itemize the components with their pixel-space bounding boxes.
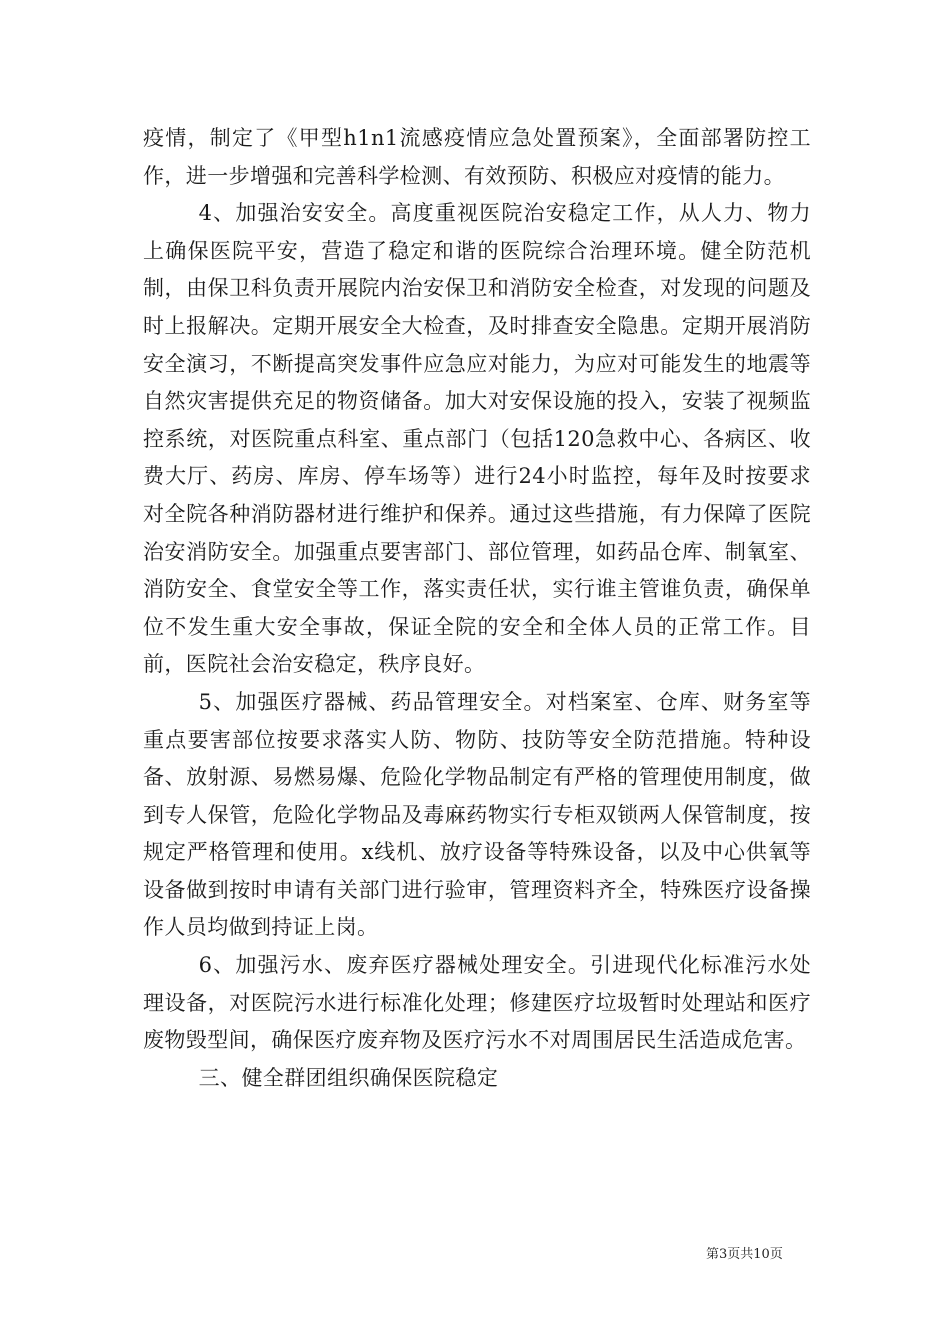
paragraph-continuation: 疫情，制定了《甲型h1n1流感疫情应急处置预案》，全面部署防控工作，进一步增强和完善科学检测、有效预防、积极应对疫情的能力。	[143, 126, 811, 188]
paragraph-security: 4、加强治安安全。高度重视医院治安稳定工作，从人力、物力上确保医院平安，营造了稳定和谐的医院综合治理环境。健全防范机制，由保卫科负责开展院内治安保卫和消防安全检查，对发现的问题及时上报解决。定期开展安全大检查，及时排查安全隐患。定期开展消防安全演习，不断提高突发事件应急应对能力，为应对可能发生的地震等自然灾害提供充足的物资储备。加大对安保设施的投入，安装了视频监控系统，对医院重点科室、重点部门（包括120急救中心、各病区、收费大厅、药房、库房、停车场等）进行24小时监控，每年及时按要求对全院各种消防器材进行维护和保养。通过这些措施，有力保障了医院治安消防安全。加强重点要害部门、部位管理，如药品仓库、制氧室、消防安全、食堂安全等工作，落实责任状，实行谁主管谁负责，确保单位不发生重大安全事故，保证全院的安全和全体人员的正常工作。目前，医院社会治安稳定，秩序良好。	[143, 201, 811, 677]
paragraph-medical-equipment: 5、加强医疗器械、药品管理安全。对档案室、仓库、财务室等重点要害部位按要求落实人防、物防、技防等安全防范措施。特种设备、放射源、易燃易爆、危险化学物品制定有严格的管理使用制度，做到专人保管，危险化学物品及毒麻药物实行专柜双锁两人保管制度，按规定严格管理和使用。x线机、放疗设备等特殊设备，以及中心供氧等设备做到按时申请有关部门进行验审，管理资料齐全，特殊医疗设备操作人员均做到持证上岗。	[143, 689, 811, 940]
page-number: 第3页共10页	[706, 1247, 783, 1262]
section-heading: 三、健全群团组织确保医院稳定	[198, 1065, 499, 1090]
paragraph-waste-treatment: 6、加强污水、废弃医疗器械处理安全。引进现代化标准污水处理设备，对医院污水进行标准化处理；修建医疗垃圾暂时处理站和医疗废物毁型间，确保医疗废弃物及医疗污水不对周围居民生活造成危害。	[143, 953, 811, 1053]
document-body	[143, 120, 811, 1097]
